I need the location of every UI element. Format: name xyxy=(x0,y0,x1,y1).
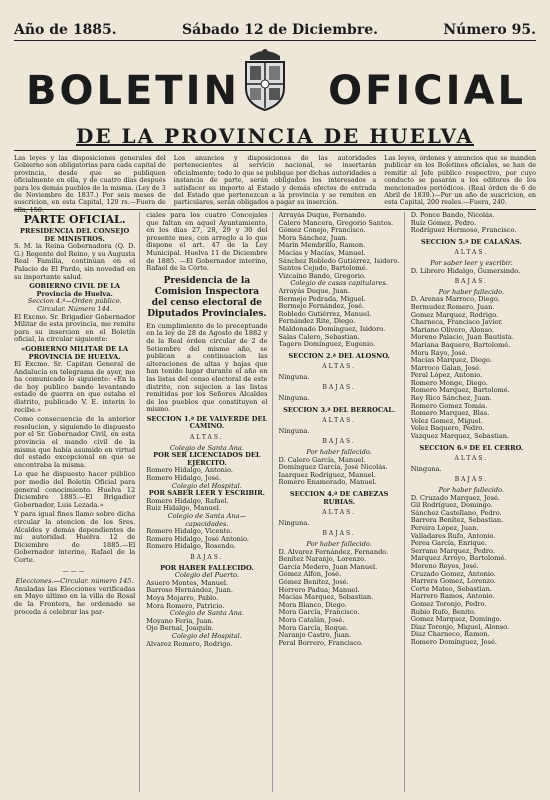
issue-year: Año de 1885. xyxy=(14,22,117,38)
list-item: Serrano Marquez, Pedro. xyxy=(410,546,495,555)
heading: Presidencia de la Comision Inspectora del censo electoral de Diputados Provinciales. xyxy=(147,275,267,319)
list-item: Macías Marquez, Diego. xyxy=(410,356,492,365)
list-item: Alvarez Romero, Rodrigo. xyxy=(146,639,233,648)
list-item: Rey Rico Sánchez, Juan. xyxy=(410,394,492,403)
list-item: Romero Hidalgo, Vicente. xyxy=(146,527,233,536)
name-list xyxy=(279,288,400,349)
list-item: Gómez Alfon, José. xyxy=(278,570,342,579)
paragraph: El Excmo. Sr. Capitan General de Andalucía en telegrama de ayer, me ha comunicado lo siguiente: «En la de hoy publico bando levantando estado de guerra en que estaba el distrito, publicado V. E. interin lo recibe.» xyxy=(14,360,136,414)
list-item: Moya Mojarro, Pablo. xyxy=(146,593,219,602)
list-item: Maldonado Domínguez, Isidoro. xyxy=(278,324,386,333)
label: Por haber fallecido. xyxy=(306,448,372,457)
list-item: Velez Baquero, Pedro. xyxy=(410,424,485,433)
label: Ninguna. xyxy=(278,372,310,381)
label: BAJAS. xyxy=(454,476,489,484)
masthead-subtitle: DE LA PROVINCIA DE HUELVA xyxy=(75,124,475,148)
list-item: Domínguez García, José Nicolás. xyxy=(278,463,388,472)
label: BAJAS. xyxy=(454,278,489,286)
list-item: Harrera Gomez, Lorenzo. xyxy=(410,577,496,586)
name-list xyxy=(146,580,267,610)
heading: Elecciones.—Circular. número 145. xyxy=(15,577,134,586)
masthead-title-right: OFICIAL xyxy=(328,68,526,114)
label: BAJAS. xyxy=(322,384,356,392)
list-item: Barrera Benítez, Sebastian. xyxy=(410,516,504,525)
list-item: Ojo Bernal, Joaquín. xyxy=(146,624,214,633)
list-item: Romero Monge, Diego. xyxy=(410,378,488,387)
name-list xyxy=(279,549,400,648)
masthead-title-left: BOLETIN xyxy=(26,68,240,114)
label: Ninguna. xyxy=(278,394,310,403)
name-list xyxy=(411,495,532,647)
masthead xyxy=(14,46,536,148)
list-item: Ruíz Gómez, Pedro. xyxy=(410,218,477,227)
label: Colegio de Santa Ana—capacidades. xyxy=(167,512,247,528)
column-4 xyxy=(411,212,536,792)
label: ALTAS. xyxy=(190,434,224,442)
label: Colegio del Hospital. xyxy=(171,481,242,490)
list-item: D. Librero Hidalgo, Gumersindo. xyxy=(410,266,521,275)
label: BAJAS. xyxy=(322,438,356,446)
list-item: Marquez Arroyo, Bartolomé. xyxy=(410,554,507,563)
list-item: D. Calero García, Manuel. xyxy=(278,455,366,464)
list-item: Mora García, Roque. xyxy=(278,623,349,632)
list-item: Mora Romero, Patricio. xyxy=(146,601,225,610)
issue-number: Número 95. xyxy=(443,22,536,38)
section-title: PARTE OFICIAL. xyxy=(23,213,126,226)
list-item: Gomez Toronjo, Pedro. xyxy=(410,599,487,608)
list-item: D. Alvarez Fernández, Fernando. xyxy=(278,547,389,556)
list-item: Tagero Domínguez, Eugenio. xyxy=(278,340,376,349)
list-item: Salas Calero, Sebastian. xyxy=(278,332,360,341)
list-item: Valladares Rufo, Antonio. xyxy=(410,531,496,540)
list-item: Naranjo Castro, Juan. xyxy=(278,631,352,640)
list-item: Corte Mateo, Sebastian. xyxy=(410,584,492,593)
list-item: Mora García, Francisco. xyxy=(278,608,360,617)
heading: POR HABER FALLECIDO. xyxy=(160,563,254,572)
column-2 xyxy=(146,212,272,792)
name-list xyxy=(146,498,267,513)
list-item: Harrero Ramos, Antonio. xyxy=(410,592,495,601)
list-item: Romero Hidalgo, Antonio. xyxy=(146,466,233,475)
label: Por haber fallecido. xyxy=(438,486,505,494)
label: Colegio del Puerto. xyxy=(174,571,239,580)
label: Colegio de casas capitulares. xyxy=(290,279,388,288)
divider xyxy=(14,40,536,41)
name-list xyxy=(146,467,267,482)
name-list xyxy=(146,641,267,649)
name-list xyxy=(279,212,400,280)
list-item: Gómez Benítez, José. xyxy=(278,577,349,586)
list-item: Moreno Reyes, José. xyxy=(410,561,479,570)
list-item: Asuero Montes, Manuel. xyxy=(146,578,229,587)
heading: SECCION 6.ª DE EL CERRO. xyxy=(419,443,524,452)
list-item: Sánchez Castellano, Pedro. xyxy=(410,508,502,517)
heading: GOBIERNO CIVIL DE LA Provincia de Huelva. xyxy=(29,282,121,298)
list-item: Calero Mancera, Gregorio Santos. xyxy=(278,218,394,227)
list-item: Macías Marquez, Sebastian. xyxy=(278,593,374,602)
list-item: Vazquez Marquez, Sebastian. xyxy=(410,432,510,441)
list-item: Bermejo Fernández, José. xyxy=(278,302,365,311)
notice-right: Las leyes, órdenes y anuncios que se manden publicar en los Boletines oficiales, se han de remitir al Jefe público respectivo, por cuyo conducto se pasarán a los editores de los mencionados periódicos. (Real órden de 6 de Abril de 1839.)—Por un año de suscricion, en esta Capital, 200 reales.—Fuera, 240. xyxy=(384,154,536,207)
list-item: Charneca, Francisco Javier. xyxy=(410,318,503,327)
heading: POR SER LICENCIADOS DEL EJÉRCITO. xyxy=(153,451,261,467)
list-item: Gil Rodríguez, Domingo. xyxy=(410,501,493,510)
notice-center: Los anuncios y disposiciones de las autoridades pertenecientes al servicio nacional, se insertarán oficialmente; todo lo que se publique por dichas autoridades a instancia de parte, serán obligados los interesados a satisfacer su importe al Estado y demás efectos de entrada del Estado que pertenezcan a la provincia y se remiten en particulares, serán obligados a pagar su inserción. xyxy=(173,154,377,207)
list-item: Diaz Charneco, Ramon. xyxy=(410,630,490,639)
list-item: Benítez Naranjo, Lorenzo. xyxy=(278,555,367,564)
list-item: Romero Hidalgo, Rosendo. xyxy=(146,542,236,551)
label: ALTAS. xyxy=(322,363,356,371)
label: Ninguna. xyxy=(278,518,310,527)
notice-row xyxy=(14,154,536,214)
list-item: Arrayás Duque, Juan. xyxy=(278,286,350,295)
heading: SECCION 5.ª DE CALAÑAS. xyxy=(420,237,522,246)
list-item: D. Cruzado Marquez, José. xyxy=(410,493,500,502)
article-columns xyxy=(14,212,536,792)
heading: SECCION 1.ª DE VALVERDE DEL CAMINO. xyxy=(146,414,268,431)
list-item: Santos Cejudo, Bartolomé. xyxy=(278,264,368,273)
label: Por haber fallecido. xyxy=(306,539,372,548)
issue-date: Sábado 12 de Diciembre. xyxy=(182,22,378,38)
label: Ninguna. xyxy=(278,426,310,435)
label: BAJAS. xyxy=(190,553,224,561)
list-item: Mora Catalán, José. xyxy=(278,615,345,624)
list-item: Marroco Galan, José. xyxy=(410,363,482,372)
section-subtitle: PRESIDENCIA DEL CONSEJO DE MINISTROS. xyxy=(20,227,130,243)
list-item: Romero Domínguez, José. xyxy=(410,637,497,646)
list-item: Diaz Toronjo, Miguel, Alonso. xyxy=(410,622,510,631)
list-item: D. Arenas Marroco, Diego. xyxy=(410,295,500,304)
list-item: Romero Enamorado, Manuel. xyxy=(278,478,377,487)
list-item: Arrayás Duque, Fernando. xyxy=(278,212,367,219)
label: Colegio de Santa Ana. xyxy=(169,443,244,452)
paragraph: El Excmo. Sr. Brigadier Gobernador Militar de esta provincia, me remite para su insercion en el Boletín oficial, la circular siguiente: xyxy=(14,312,136,344)
column-3 xyxy=(279,212,405,792)
list-item: Mariana Baquero, Bartolomé. xyxy=(410,340,511,349)
paragraph: Anuladas las Elecciones verificadas en Mayo último en la villa de Rosal de la Frontera, he ordenado se proceda á celebrar las par- xyxy=(14,584,136,616)
label: ALTAS. xyxy=(454,249,489,257)
name-list xyxy=(411,212,532,235)
heading: SECCION 3.ª DEL BERROCAL. xyxy=(283,405,396,414)
notice-left: Las leyes y las disposiciones generales del Gobierno son obligatorias para cada capital de provincia, desde que se publiquen oficialmente en ella, y de cuatro días después para los demás pueblos de la misma. (Ley de 3 de Noviembre de 1837.) Por seis meses de suscricion, en esta Capital, 120 rs.—Fuera de ella, 150. xyxy=(14,154,166,214)
list-item: García Medero, Juan Manuel. xyxy=(278,562,378,571)
paragraph: Como consecuencia de la anterior resolucion, y siguiendo lo dispuesto por el Sr. Gobernador Civil, en esta provincia el mando civil de la misma que había asumido en virtud del estado excepcional en que se encontraba la misma. xyxy=(14,415,136,469)
issue-line xyxy=(14,22,536,38)
name-list xyxy=(279,457,400,487)
column-1 xyxy=(14,212,140,792)
heading: SECCION 4.ª DE CABEZAS RUBIAS. xyxy=(289,490,389,506)
name-list xyxy=(411,296,532,440)
paragraph: Y para igual fines llamo sobre dicha circular la atencion de los Sres. Alcaldes y demás dependientes de mi autoridad. Huelva 12 de Diciembre de 1885.—El Gobernador interino, Rafael de la Corte. xyxy=(14,510,136,564)
list-item: Barroso Hernández, Juan. xyxy=(146,586,233,595)
list-item: Peral Borrero, Francisco. xyxy=(278,638,363,647)
label: Por haber fallecido. xyxy=(438,287,505,296)
list-item: Mora Sánchez, Juan. xyxy=(278,233,348,242)
label: Colegio de Santa Ana. xyxy=(169,609,244,618)
list-item: Macías y Macías, Manuel. xyxy=(278,248,366,257)
list-item: Herrero Padua, Manuel. xyxy=(278,585,360,594)
list-item: Romero Hidalgo, Rafael. xyxy=(146,496,229,505)
list-item: Cruzado Gomez, Antonio. xyxy=(410,569,496,578)
list-item: Marín Membrillo, Ramon. xyxy=(278,241,366,250)
list-item: Romero Marquez, Blas. xyxy=(410,409,490,418)
list-item: Perea García, Enrique. xyxy=(410,539,487,548)
heading: «GOBIERNO MILITAR DE LA PROVINCIA DE HUELVA. xyxy=(21,344,129,361)
list-item: Robledo Gutiérrez, Manuel. xyxy=(278,309,372,318)
list-item: Gómez Conejo, Francisco. xyxy=(278,226,366,235)
label: ALTAS. xyxy=(322,417,356,425)
heading: Seccion 4.ª—Orden público. Circular. Número 144. xyxy=(27,297,122,313)
label: Colegio del Hospital. xyxy=(171,631,242,640)
list-item: Sánchez Robledo Gutiérrez, Isidoro. xyxy=(278,256,400,265)
list-item: Fernández Rite, Diego. xyxy=(278,317,356,326)
list-item: Bermejo Pedrada, Miguel. xyxy=(278,294,366,303)
list-item: Mariano Olivero, Alonso. xyxy=(410,325,494,334)
list-item: Bermudez Romero, Juan. xyxy=(410,302,495,311)
list-item: Pereira López, Juan. xyxy=(410,523,479,532)
paragraph: S. M. la Reina Gobernadora (Q. D. G.) Regente del Reino, y su Augusta Real Familia, continúan en el Palacio de El Pardo, sin novedad en su importante salud. xyxy=(14,242,136,281)
name-list xyxy=(146,618,267,633)
label: BAJAS. xyxy=(322,530,356,538)
paragraph: ciales para los cuatro Concejales que faltan en aquel Ayuntamiento, en los días 27, 28, 29 y 30 del presente mes, con arreglo a lo que dispone el art. 47 de la Ley Municipal. Huelva 11 de Diciembre de 1885. —El Gobernador interino, Rafael de la Córte. xyxy=(146,212,268,273)
list-item: Romero Hidalgo, José Antonio. xyxy=(146,534,249,543)
label: Ninguna. xyxy=(410,464,442,473)
divider: ——— xyxy=(62,567,87,575)
heading: POR SABER LEER Y ESCRIBIR. xyxy=(148,489,265,498)
list-item: Rubio Rufo, Benito. xyxy=(410,607,476,616)
list-item: Velez Gomez, Miguel. xyxy=(410,416,483,425)
list-item: Iaarquez Rodríguez, Manuel. xyxy=(278,470,376,479)
divider xyxy=(14,209,536,210)
label: Por saber leer y escribir. xyxy=(430,258,513,267)
list-item: Ruiz Hidalgo, Manuel. xyxy=(146,504,221,513)
paragraph: En cumplimiento de lo preceptuado en la ley de 28 de Agosto de 1882 y de la Real órden circular de 2 de Setiembre del mismo año, se publican a continuacion las alteraciones de altas y bajas que han tenido lugar durante el año en las listas del censo electoral de este distrito, con sujecion a las listas remitidas por los Señores Alcaldes de los pueblos que constituyen el mismo. xyxy=(146,321,268,414)
list-item: Moreno Palacio, Juan Bautista. xyxy=(410,333,514,342)
list-item: Moyano Feria, Juan. xyxy=(146,616,214,625)
name-list xyxy=(146,528,267,551)
label: ALTAS. xyxy=(454,455,489,463)
list-item: Mora Blanco, Diego. xyxy=(278,600,347,609)
list-item: D. Ponce Bando, Nicolás. xyxy=(410,212,495,219)
list-item: Vizcaíno Bando, Gregorio. xyxy=(278,271,366,280)
list-item: Peral López, Antonio. xyxy=(410,371,483,380)
divider xyxy=(14,150,536,151)
list-item: Gomez Marquez, Rodrigo. xyxy=(410,310,499,319)
list-item: Rodríguez Hermoso, Francisco. xyxy=(410,226,517,235)
list-item: Mora Rayo, José. xyxy=(410,348,468,357)
list-item: Romero Gomez Tomás. xyxy=(410,401,488,410)
paragraph: Lo que he dispuesto hacer público por medio del Boletín Oficial para general conocimiento. Huelva 12 Diciembre 1885.—El Brigadier Gobernador, Luis Lezada.» xyxy=(14,470,136,509)
label: ALTAS. xyxy=(322,509,356,517)
list-item: Romero Marquez, Bartolomé. xyxy=(410,386,510,395)
heading: SECCION 2.ª DEL ALOSNO. xyxy=(288,351,390,360)
list-item: Gomez Marquez, Domingo. xyxy=(410,615,502,624)
coat-of-arms-icon xyxy=(236,46,294,112)
list-item: Romero Hidalgo, José. xyxy=(146,474,222,483)
